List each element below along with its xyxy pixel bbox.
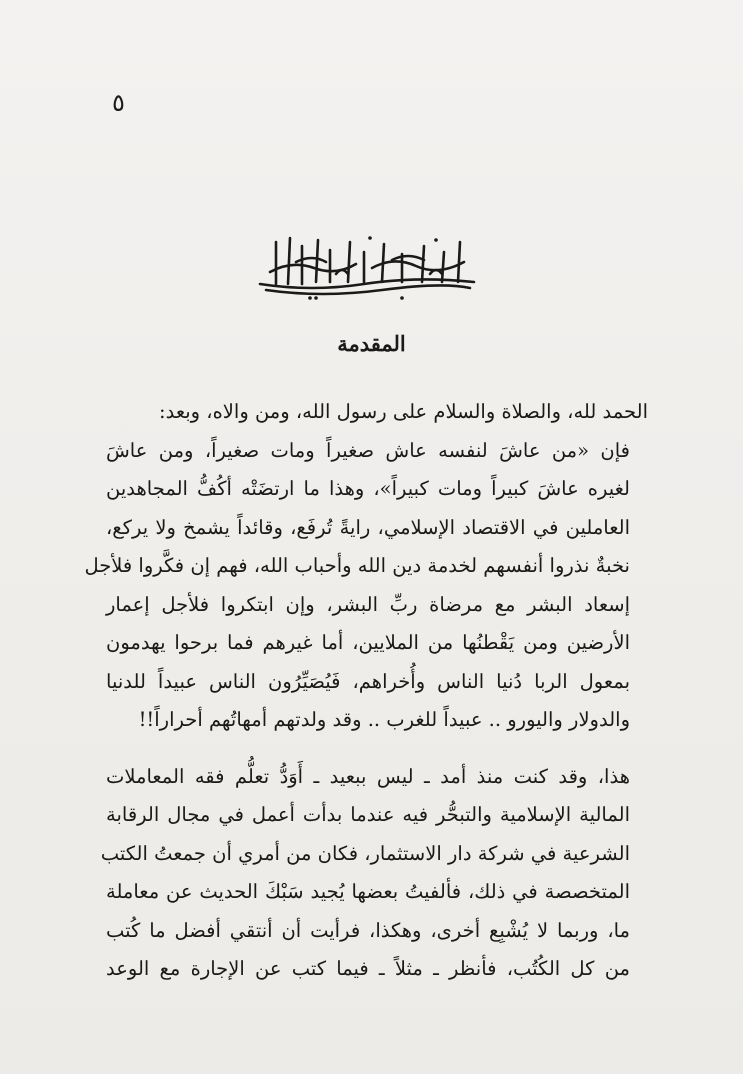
body-text [84, 393, 648, 989]
text-line: فإن «من عاشَ لنفسه عاش صغيراً ومات صغيراً، ومن عاشَ [106, 438, 630, 462]
text-line: إسعاد البشر مع مرضاة ربِّ البشر، وإن ابتكروا فلأجل إعمار [106, 592, 630, 616]
paragraph-gap [106, 740, 648, 758]
text-line: الحمد لله، والصلاة والسلام على رسول الله، ومن والاه، وبعد: [159, 400, 648, 423]
text-line: الشرعية في شركة دار الاستثمار، فكان من أمري أن جمعتُ الكتب [100, 841, 630, 865]
text-line: من كل الكُتُب، فأنظر ـ مثلاً ـ فيما كتب عن الإجارة مع الوعد [106, 957, 630, 980]
basmala-calligraphy [252, 232, 482, 304]
page-number: ٥ [112, 89, 125, 117]
paragraph [106, 393, 648, 432]
text-line: نخبةٌ نذروا أنفسهم لخدمة دين الله وأحباب الله، فهم إن فكَّروا فلأجل [84, 554, 630, 577]
paragraph [100, 758, 648, 989]
section-heading: المقدمة [337, 331, 406, 356]
text-line: المالية الإسلامية والتبحُّر فيه عندما بدأت أعمل في مجال الرقابة [106, 803, 630, 826]
text-line: المتخصصة في ذلك، فألفيتُ بعضها يُجيد سَبْكَ الحديث عن معاملة [106, 880, 630, 903]
text-line: لغيره عاشَ كبيراً ومات كبيراً»، وهذا ما ارتضَتْه أكُفُّ المجاهدين [106, 477, 630, 500]
text-line: والدولار واليورو .. عبيداً للغرب .. وقد ولدتهم أمهاتُهم أحراراً!! [138, 708, 630, 731]
text-line: ما، وربما لا يُشْبِع أخرى، وهكذا، فرأيت أن أنتقي أفضل ما كُتب [106, 918, 630, 942]
text-line: الأرضين ومن يَقْطنُها من الملايين، أما غيرهم فما برحوا يهدمون [106, 631, 630, 654]
paragraph [84, 432, 648, 740]
text-line: بمعول الربا دُنيا الناس وأُخراهم، فَيُصَيِّرُون الناس عبيداً للدنيا [106, 669, 630, 693]
text-line: العاملين في الاقتصاد الإسلامي، رايةً تُرفَع، وقائداً يشمخ ولا يركع، [106, 515, 630, 539]
text-line: هذا، وقد كنت منذ أمد ـ ليس ببعيد ـ أَوَدُّ تعلُّم فقه المعاملات [106, 764, 630, 788]
